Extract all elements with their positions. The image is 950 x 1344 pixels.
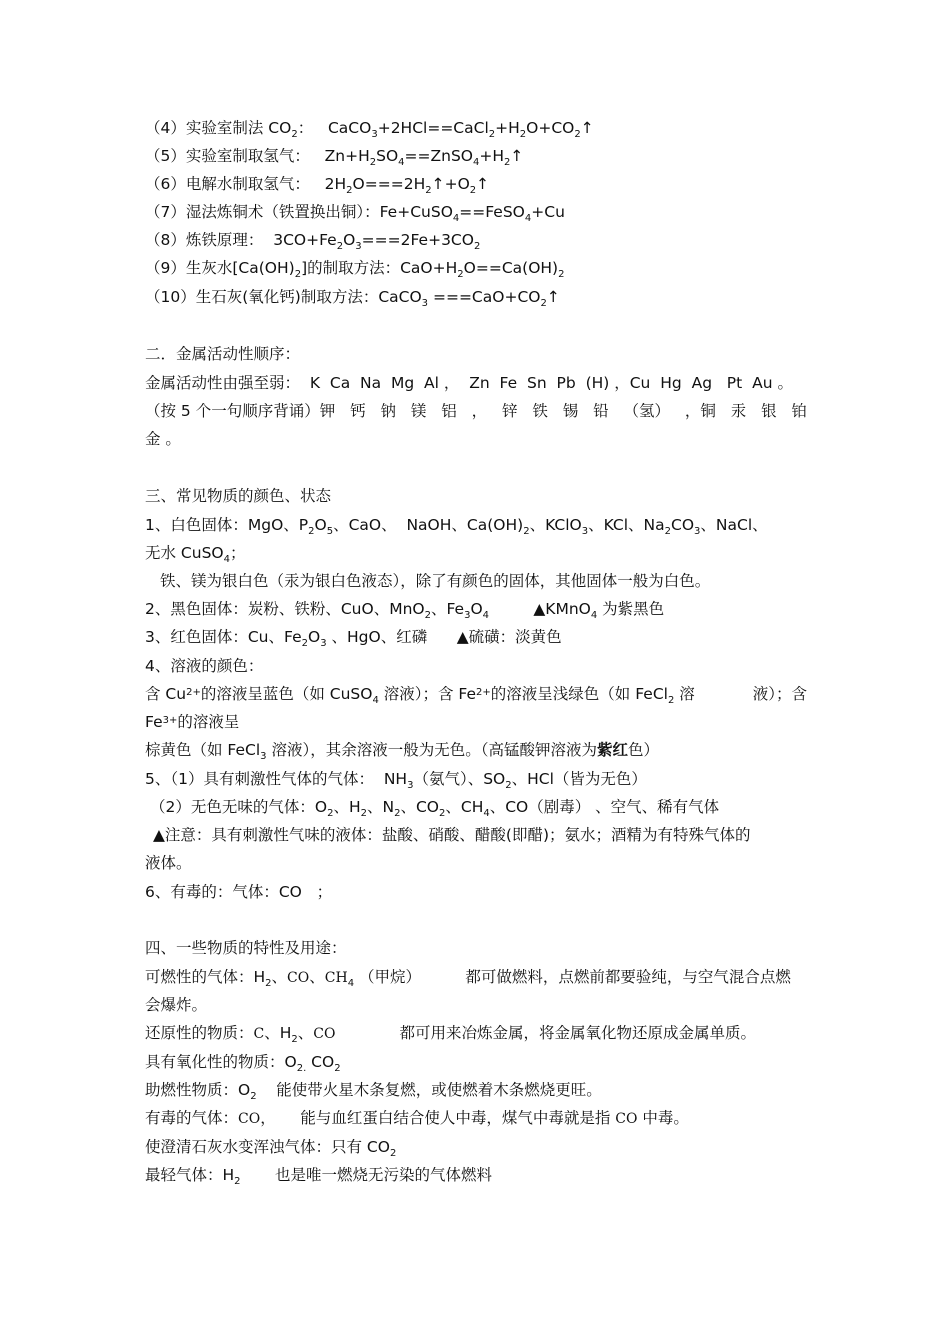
text-line: 3、红色固体：Cu、$Fe_2O_3$ 、HgO、红磷 ▲硫磺：淡黄色 [145, 628, 562, 649]
text-segment: ，铜 [684, 402, 716, 420]
text-segment: 铅 [593, 402, 609, 420]
text-line [145, 683, 807, 705]
text-segment: （氢） [623, 402, 670, 420]
text-line: 具有氧化性的物质：$O_{2.}$ $CO_2$ [145, 1053, 341, 1074]
text-line: （9）生灰水$[Ca(OH)_2]$的制取方法：$CaO+H_2O==Ca(OH)_2$ [145, 259, 565, 280]
text-line: 会爆炸。 [145, 996, 208, 1014]
text-segment: 铂 [791, 402, 807, 420]
text-line: （10）生石灰(氧化钙)制取方法：CaCO$_3$ $===CaO+CO_2↑$ [145, 288, 560, 309]
text-segment: 锌 [501, 402, 518, 420]
text-line: （8）炼铁原理： $3CO+Fe_2O_3===2Fe+3CO_2$ [145, 231, 481, 252]
text-line: 棕黄色（如 FeCl$_3$ 溶液），其余溶液一般为无色。（高锰酸钾溶液为紫红色） [145, 741, 660, 762]
text-line: 四、一些物质的特性及用途： [145, 939, 347, 957]
text-line: 液体。 [145, 854, 192, 872]
text-line: 有毒的气体：CO， 能与血红蛋白结合使人中毒，煤气中毒就是指 CO 中毒。 [145, 1109, 689, 1127]
text-segment: 钠 [380, 402, 396, 420]
text-segment: 钙 [350, 402, 366, 420]
text-segment: 银 [761, 402, 777, 420]
text-segment: ， [471, 402, 488, 420]
text-line: 4、溶液的颜色： [145, 657, 264, 675]
text-line: 金 。 [145, 430, 181, 448]
text-line: 助燃性物质：$O_2$ 能使带火星木条复燃，或使燃着木条燃烧更旺。 [145, 1081, 602, 1102]
text-line [145, 400, 807, 422]
text-line: 三、常见物质的颜色、状态 [145, 487, 332, 505]
text-line: ▲注意：具有刺激性气味的液体：盐酸、硝酸、醋酸(即醋)；氨水；酒精为有特殊气体的 [153, 826, 751, 844]
text-line: 最轻气体：$H_2$ 也是唯一燃烧无污染的气体燃料 [145, 1166, 493, 1187]
text-line: 使澄清石灰水变浑浊气体：只有 $CO_2$ [145, 1138, 397, 1159]
text-segment: （按 5 个一句顺序背诵）钾 [145, 402, 336, 420]
text-line: 5、（1）具有刺激性气体的气体： $NH_3$（氨气）、$SO_2$、HCl（皆为无色） [145, 770, 647, 791]
text-line: $Fe^{3+}$的溶液呈 [145, 713, 240, 731]
text-line: （6）电解水制取氢气： $2H_2O===2H_2↑+O_2↑$ [145, 175, 490, 196]
text-segment: 汞 [730, 402, 747, 420]
text-segment: 铁 [532, 402, 548, 420]
text-line: （4）实验室制法 $CO_2$： $CaCO_3+2HCl==CaCl_2+H_2O+CO_2↑$ [145, 119, 594, 140]
text-segment: 含 $Cu^{2+}$的溶液呈蓝色（如 CuSO$_4$ 溶液）；含 $Fe^{2+}$的溶液呈浅绿色（如 FeCl$_2$ 溶 [145, 685, 695, 706]
text-line: 二．金属活动性顺序： [145, 345, 301, 363]
text-line: 还原性的物质：C、$H_2$、CO 都可用来冶炼金属，将金属氧化物还原成金属单质。 [145, 1024, 757, 1045]
text-line: 2、黑色固体：炭粉、铁粉、CuO、MnO$_2$、$Fe_3O_4$ ▲KMnO$_4$ 为紫黑色 [145, 600, 665, 621]
text-line: （5）实验室制取氢气： $Zn+H_2SO_4==ZnSO_4+H_2↑$ [145, 147, 524, 168]
text-line: （7）湿法炼铜术（铁置换出铜）：Fe+CuSO$_4$==FeSO$_4$+Cu [145, 203, 565, 224]
text-line: 金属活动性由强至弱： K Ca Na Mg Al ， Zn Fe Sn Pb (H) ，Cu Hg Ag Pt Au 。 [145, 374, 793, 392]
text-segment: 铝 [441, 402, 457, 420]
text-line: （2）无色无味的气体：$O_2$、$H_2$、$N_2$、$CO_2$、$CH_4$、CO（剧毒） 、空气、稀有气体 [150, 798, 720, 819]
text-segment: 液）；含 [752, 685, 807, 703]
text-line: 可燃性的气体：$H_2$、CO、$CH_4$ （甲烷） 都可做燃料，点燃前都要验纯，与空气混合点燃 [145, 968, 791, 989]
text-segment: 镁 [410, 402, 427, 420]
text-segment: 锡 [562, 402, 579, 420]
text-line: 铁、镁为银白色（汞为银白色液态），除了有颜色的固体，其他固体一般为白色。 [160, 572, 711, 590]
text-line: 无水 CuSO$_4$； [145, 544, 246, 565]
text-line: 1、白色固体：MgO、$P_2O_5$、CaO、 NaOH、$Ca(OH)_2$、KClO$_3$、KCl、$Na_2CO_3$、NaCl、 [145, 516, 768, 537]
text-line: 6、有毒的：气体：CO ； [145, 883, 333, 901]
